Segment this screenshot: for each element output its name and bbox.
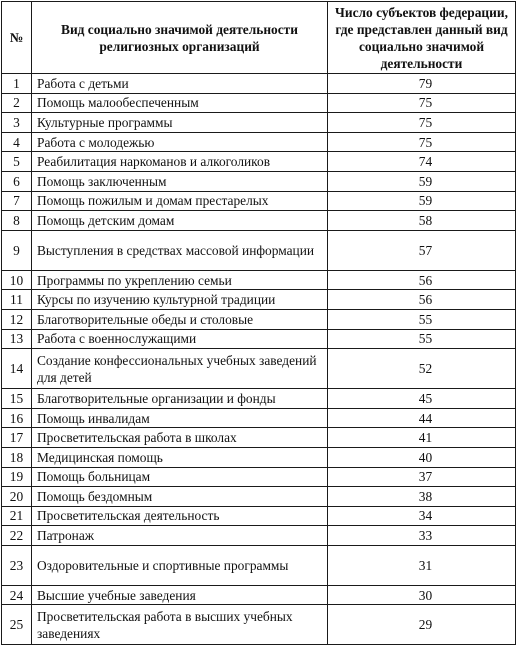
row-number: 22 bbox=[2, 526, 32, 546]
row-number: 14 bbox=[2, 349, 32, 389]
table-row bbox=[2, 290, 516, 310]
row-count: 75 bbox=[328, 93, 516, 113]
row-count: 30 bbox=[328, 585, 516, 605]
table-row bbox=[2, 408, 516, 428]
row-count: 56 bbox=[328, 290, 516, 310]
row-count: 52 bbox=[328, 349, 516, 389]
table-header-row bbox=[2, 2, 516, 74]
row-activity: Работа с военнослужащими bbox=[32, 329, 328, 349]
row-activity: Работа с молодежью bbox=[32, 132, 328, 152]
row-count: 58 bbox=[328, 211, 516, 231]
row-number: 5 bbox=[2, 152, 32, 172]
row-activity: Медицинская помощь bbox=[32, 447, 328, 467]
row-activity: Благотворительные организации и фонды bbox=[32, 389, 328, 409]
table-row bbox=[2, 428, 516, 448]
table-row bbox=[2, 191, 516, 211]
row-activity: Помощь пожилым и домам престарелых bbox=[32, 191, 328, 211]
row-number: 13 bbox=[2, 329, 32, 349]
row-activity: Помощь инвалидам bbox=[32, 408, 328, 428]
row-activity: Создание конфессиональных учебных заведений для детей bbox=[32, 349, 328, 389]
row-activity: Патронаж bbox=[32, 526, 328, 546]
row-count: 74 bbox=[328, 152, 516, 172]
row-count: 55 bbox=[328, 329, 516, 349]
table-row bbox=[2, 585, 516, 605]
row-activity: Помощь больницам bbox=[32, 467, 328, 487]
row-activity: Помощь детским домам bbox=[32, 211, 328, 231]
row-number: 8 bbox=[2, 211, 32, 231]
table-row bbox=[2, 487, 516, 507]
row-activity: Культурные программы bbox=[32, 113, 328, 133]
row-number: 12 bbox=[2, 309, 32, 329]
row-number: 17 bbox=[2, 428, 32, 448]
table-row bbox=[2, 74, 516, 94]
row-activity: Просветительская деятельность bbox=[32, 506, 328, 526]
table-row bbox=[2, 171, 516, 191]
header-count: Число субъектов федерации, где представлен данный вид социально значимой деятельности bbox=[328, 2, 516, 74]
row-number: 18 bbox=[2, 447, 32, 467]
row-number: 10 bbox=[2, 270, 32, 290]
table-row bbox=[2, 113, 516, 133]
row-number: 11 bbox=[2, 290, 32, 310]
table-row bbox=[2, 526, 516, 546]
row-number: 24 bbox=[2, 585, 32, 605]
row-number: 1 bbox=[2, 74, 32, 94]
table-row bbox=[2, 329, 516, 349]
row-count: 44 bbox=[328, 408, 516, 428]
row-number: 7 bbox=[2, 191, 32, 211]
row-number: 25 bbox=[2, 605, 32, 645]
row-count: 34 bbox=[328, 506, 516, 526]
row-activity: Реабилитация наркоманов и алкоголиков bbox=[32, 152, 328, 172]
row-count: 75 bbox=[328, 113, 516, 133]
row-number: 15 bbox=[2, 389, 32, 409]
row-count: 59 bbox=[328, 191, 516, 211]
row-count: 79 bbox=[328, 74, 516, 94]
row-activity: Выступления в средствах массовой информации bbox=[32, 230, 328, 270]
table-row bbox=[2, 389, 516, 409]
row-number: 21 bbox=[2, 506, 32, 526]
header-number: № bbox=[2, 2, 32, 74]
table-row bbox=[2, 545, 516, 585]
row-number: 3 bbox=[2, 113, 32, 133]
row-count: 45 bbox=[328, 389, 516, 409]
row-activity: Помощь заключенным bbox=[32, 171, 328, 191]
table-row bbox=[2, 93, 516, 113]
table-row bbox=[2, 447, 516, 467]
row-activity: Оздоровительные и спортивные программы bbox=[32, 545, 328, 585]
table-row bbox=[2, 349, 516, 389]
row-number: 9 bbox=[2, 230, 32, 270]
row-count: 38 bbox=[328, 487, 516, 507]
row-count: 37 bbox=[328, 467, 516, 487]
row-activity: Просветительская работа в высших учебных заведениях bbox=[32, 605, 328, 645]
row-number: 16 bbox=[2, 408, 32, 428]
row-activity: Курсы по изучению культурной традиции bbox=[32, 290, 328, 310]
table-row bbox=[2, 132, 516, 152]
table-row bbox=[2, 152, 516, 172]
row-count: 33 bbox=[328, 526, 516, 546]
row-number: 20 bbox=[2, 487, 32, 507]
table-row bbox=[2, 270, 516, 290]
row-activity: Высшие учебные заведения bbox=[32, 585, 328, 605]
row-number: 6 bbox=[2, 171, 32, 191]
table-row bbox=[2, 506, 516, 526]
row-count: 41 bbox=[328, 428, 516, 448]
row-number: 4 bbox=[2, 132, 32, 152]
row-count: 40 bbox=[328, 447, 516, 467]
row-count: 55 bbox=[328, 309, 516, 329]
row-activity: Работа с детьми bbox=[32, 74, 328, 94]
table-row bbox=[2, 211, 516, 231]
header-activity: Вид социально значимой деятельности религиозных организаций bbox=[32, 2, 328, 74]
row-number: 19 bbox=[2, 467, 32, 487]
row-activity: Просветительская работа в школах bbox=[32, 428, 328, 448]
row-count: 29 bbox=[328, 605, 516, 645]
table-row bbox=[2, 230, 516, 270]
row-count: 31 bbox=[328, 545, 516, 585]
row-count: 75 bbox=[328, 132, 516, 152]
row-count: 57 bbox=[328, 230, 516, 270]
row-activity: Помощь малообеспеченным bbox=[32, 93, 328, 113]
row-count: 59 bbox=[328, 171, 516, 191]
row-activity: Программы по укреплению семьи bbox=[32, 270, 328, 290]
row-activity: Благотворительные обеды и столовые bbox=[32, 309, 328, 329]
row-number: 2 bbox=[2, 93, 32, 113]
row-activity: Помощь бездомным bbox=[32, 487, 328, 507]
activity-table bbox=[1, 1, 516, 645]
table-row bbox=[2, 467, 516, 487]
row-number: 23 bbox=[2, 545, 32, 585]
row-count: 56 bbox=[328, 270, 516, 290]
table-row bbox=[2, 309, 516, 329]
